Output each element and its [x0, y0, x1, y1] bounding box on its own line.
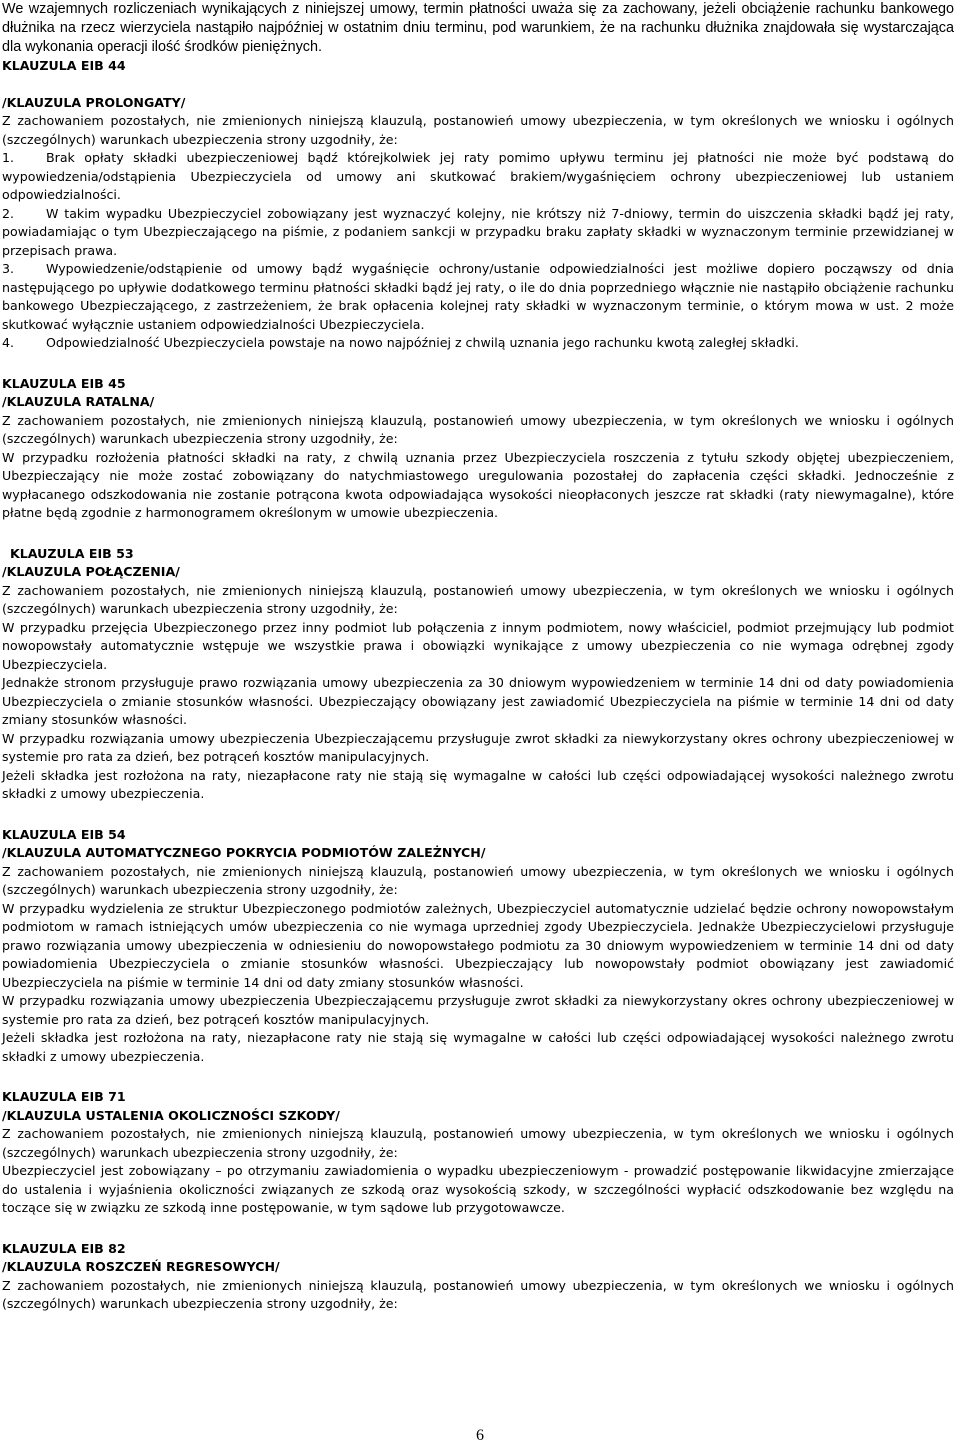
clause-44-item-4 — [2, 334, 954, 353]
clause-53-intro: Z zachowaniem pozostałych, nie zmienionych niniejszą klauzulą, postanowień umowy ubezpieczenia, w tym określonych we wniosku i ogólnych (szczególnych) warunkach ubezpieczenia strony uzgodniły, że: — [2, 582, 954, 616]
item-text: W takim wypadku Ubezpieczyciel zobowiązany jest wyznaczyć kolejny, nie krótszy niż 7-dniowy, termin do uiszczenia składki bądź jej raty, powiadamiając o tym Ubezpieczającego na piśmie, z podaniem sankcji w przypadku braku zapłaty składki w wyznaczonym terminie przewidzianej w przepisach prawa. — [2, 205, 954, 258]
clause-44-code: KLAUZULA EIB 44 — [2, 58, 126, 73]
intro-line-1: We wzajemnych rozliczeniach wynikających z niniejszej umowy, termin płatności uważa się za zachowany, jeżeli obciążenie — [2, 1, 811, 17]
clause-82-intro: Z zachowaniem pozostałych, nie zmienionych niniejszą klauzulą, postanowień umowy ubezpieczenia, w tym określonych we wniosku i ogólnych (szczególnych) warunkach ubezpieczenia strony uzgodniły, że: — [2, 1277, 954, 1311]
clause-54-paragraph-2: W przypadku rozwiązania umowy ubezpieczenia Ubezpieczającemu przysługuje zwrot składki za niewykorzystany okres ochrony ubezpieczeniowej w systemie pro rata za dzień, bez potrąceń kosztów manipulacyjnych. — [2, 993, 954, 1027]
item-number: 2. — [2, 205, 15, 221]
intro-line-2: rachunku bankowego dłużnika na rzecz wierzyciela nastąpiło najpóźniej w ostatnim dniu terminu, pod warunkiem, że na rachunku dłużnika znajdowała się wystarczająca dla wykonania operacji ilość środków pieniężnych. — [2, 1, 955, 55]
clause-71-title: /KLAUZULA USTALENIA OKOLICZNOŚCI SZKODY/ — [2, 1107, 340, 1123]
clause-44-item-3 — [2, 260, 954, 334]
clause-44-title: /KLAUZULA PROLONGATY/ — [2, 94, 186, 110]
item-number: 4. — [2, 335, 15, 350]
clause-53-title: /KLAUZULA POŁĄCZENIA/ — [2, 564, 180, 579]
clause-71-body: Ubezpieczyciel jest zobowiązany – po otrzymaniu zawiadomienia o wypadku ubezpieczeniowym - prowadzić postępowanie likwidacyjne zmierzające do ustalenia i wyjaśnienia okoliczności związanych ze szkodą oraz wysokością szkody, w szczególności wypłacić odszkodowanie bez względu na toczące się w związku ze szkodą inne postępowanie, w tym sądowe lub przygotowawcze. — [2, 1163, 954, 1215]
document-page — [2, 0, 954, 1314]
item-number: 1. — [2, 150, 15, 165]
clause-44-item-1 — [2, 149, 954, 205]
page-number: 6 — [476, 1427, 484, 1444]
intro-paragraph — [2, 0, 954, 57]
item-number: 3. — [2, 261, 15, 276]
clause-44-item-2 — [2, 205, 954, 261]
clause-82-code: KLAUZULA EIB 82 — [2, 1240, 126, 1256]
item-text: Odpowiedzialność Ubezpieczyciela powstaje na nowo najpóźniej z chwilą uznania jego rachunku kwotą zaległej składki. — [46, 335, 799, 350]
clause-54-paragraph-3: Jeżeli składka jest rozłożona na raty, niezapłacone raty nie stają się wymagalne w całości lub części odpowiadającej wysokości należnego zwrotu składki z umowy ubezpieczenia. — [2, 1030, 954, 1064]
clause-53-paragraph-3: W przypadku rozwiązania umowy ubezpieczenia Ubezpieczającemu przysługuje zwrot składki za niewykorzystany okres ochrony ubezpieczeniowej w systemie pro rata za dzień, bez potrąceń kosztów manipulacyjnych. — [2, 730, 954, 764]
clause-71-intro: Z zachowaniem pozostałych, nie zmienionych niniejszą klauzulą, postanowień umowy ubezpieczenia, w tym określonych we wniosku i ogólnych (szczególnych) warunkach ubezpieczenia strony uzgodniły, że: — [2, 1126, 954, 1160]
clause-82-title: /KLAUZULA ROSZCZEŃ REGRESOWYCH/ — [2, 1259, 280, 1274]
clause-53-paragraph-4: Jeżeli składka jest rozłożona na raty, niezapłacone raty nie stają się wymagalne w całości lub części odpowiadającej wysokości należnego zwrotu składki z umowy ubezpieczenia. — [2, 767, 954, 801]
clause-45-code: KLAUZULA EIB 45 — [2, 375, 126, 391]
item-text: Brak opłaty składki ubezpieczeniowej bądź którejkolwiek jej raty pomimo upływu terminu jej płatności nie może być podstawą do wypowiedzenia/odstąpienia Ubezpieczyciela od umowy ani skutkować brakiem/wygaśnięciem ochrony ubezpieczeniowej lub ustaniem odpowiedzialności. — [2, 150, 954, 202]
clause-45-intro: Z zachowaniem pozostałych, nie zmienionych niniejszą klauzulą, postanowień umowy ubezpieczenia, w tym określonych we wniosku i ogólnych (szczególnych) warunkach ubezpieczenia strony uzgodniły, że: — [2, 412, 954, 446]
clause-45-title: /KLAUZULA RATALNA/ — [2, 394, 155, 409]
clause-53-paragraph-2: Jednakże stronom przysługuje prawo rozwiązania umowy ubezpieczenia za 30 dniowym wypowiedzeniem w terminie 14 dni od daty powiadomienia Ubezpieczyciela o zmianie stosunków własności. Ubezpieczający obowiązany jest zawiadomić Ubezpieczyciela na piśmie w terminie 14 dni od daty zmiany stosunków własności. — [2, 675, 954, 727]
clause-45-body: W przypadku rozłożenia płatności składki na raty, z chwilą uznania przez Ubezpieczyciela roszczenia z tytułu szkody objętej ubezpieczeniem, Ubezpieczający nie może zostać zobowiązany do natychmiastowego uregulowania pozostałej do zapłacenia części składki. Jednocześnie z wypłacanego odszkodowania nie zostanie potrącona kwota odpowiadająca wysokości nieopłaconych jeszcze rat składki (raty niewymagalne), które płatne będą zgodnie z harmonogramem określonym w umowie ubezpieczenia. — [2, 449, 954, 520]
clause-53-code: KLAUZULA EIB 53 — [10, 545, 134, 561]
clause-54-paragraph-1: W przypadku wydzielenia ze struktur Ubezpieczonego podmiotów zależnych, Ubezpieczyciel automatycznie udzielać będzie ochrony nowopowstałym podmiotom w ramach istniejących umów ubezpieczenia co nie wymaga uprzedniej zgody Ubezpieczyciela. Jednakże Ubezpieczycielowi przysługuje prawo rozwiązania umowy ubezpieczenia w odniesieniu do nowopowstałego podmiotu za 30 dniowym wypowiedzeniem w terminie 14 dni od daty powiadomienia Ubezpieczyciela o zmianie stosunków własności. Ubezpieczający lub nowopowstały podmiot obowiązany jest zawiadomić Ubezpieczyciela na piśmie w terminie 14 dni od daty zmiany stosunków własności. — [2, 900, 954, 990]
clause-53-paragraph-1: W przypadku przejęcia Ubezpieczonego przez inny podmiot lub połączenia z innym podmiotem, nowy właściciel, podmiot przejmujący lub podmiot nowopowstały automatycznie wstępuje we wszystkie prawa i obowiązki wynikające z umowy ubezpieczenia co nie wymaga odrębnej zgody Ubezpieczyciela. — [2, 619, 954, 672]
clause-54-code: KLAUZULA EIB 54 — [2, 826, 126, 842]
item-text: Wypowiedzenie/odstąpienie od umowy bądź wygaśnięcie ochrony/ustanie odpowiedzialności jest możliwe dopiero począwszy od dnia następującego po upływie dodatkowego terminu płatności składki bądź jej raty, o ile do dnia poprzedniego włącznie nie nastąpiło obciążenie rachunku bankowego Ubezpieczającego, z zastrzeżeniem, że brak opłacenia kolejnej raty składki w wyznaczonym terminie, o którym mowa w ust. 2 może skutkować wyłącznie ustaniem odpowiedzialności Ubezpieczyciela. — [2, 261, 954, 332]
clause-71-code: KLAUZULA EIB 71 — [2, 1089, 126, 1104]
clause-54-title: /KLAUZULA AUTOMATYCZNEGO POKRYCIA PODMIOTÓW ZALEŻNYCH/ — [2, 845, 486, 860]
clause-54-intro: Z zachowaniem pozostałych, nie zmienionych niniejszą klauzulą, postanowień umowy ubezpieczenia, w tym określonych we wniosku i ogólnych (szczególnych) warunkach ubezpieczenia strony uzgodniły, że: — [2, 863, 954, 897]
clause-44-intro: Z zachowaniem pozostałych, nie zmienionych niniejszą klauzulą, postanowień umowy ubezpieczenia, w tym określonych we wniosku i ogólnych (szczególnych) warunkach ubezpieczenia strony uzgodniły, że: — [2, 113, 954, 147]
